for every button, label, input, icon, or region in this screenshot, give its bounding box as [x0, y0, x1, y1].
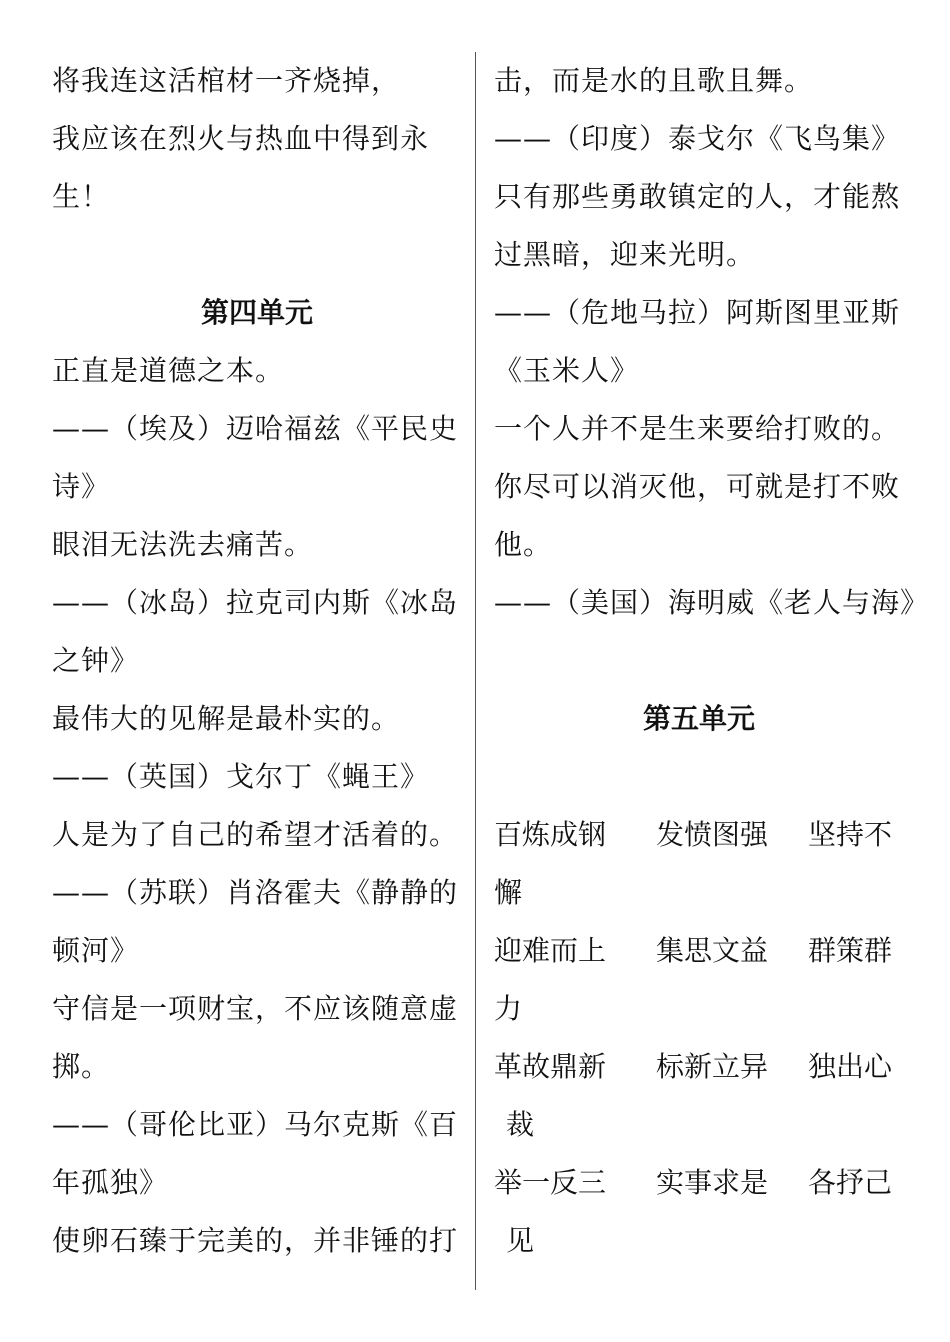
idiom: 发愤图强 [656, 818, 769, 851]
quote-line: 诗》 [52, 470, 111, 503]
idiom-continuation: 裁 [506, 1108, 535, 1141]
idiom: 独出心 [808, 1050, 893, 1083]
idiom: 各抒己 [808, 1166, 893, 1199]
idiom: 集思文益 [656, 934, 769, 967]
idiom-row [494, 1154, 904, 1212]
unit5-heading: 第五单元 [642, 702, 755, 735]
quote-line: 他。 [494, 528, 553, 561]
spacer [52, 226, 462, 284]
idiom-row [494, 922, 904, 980]
quote-line: 击，而是水的且歌且舞。 [494, 64, 814, 97]
quote-line: 最伟大的见解是最朴实的。 [52, 702, 401, 735]
quote-line: 一个人并不是生来要给打败的。 [494, 412, 901, 445]
right-column [494, 52, 930, 1270]
quote-line: 年孤独》 [52, 1166, 169, 1199]
idiom: 革故鼎新 [494, 1050, 607, 1083]
quote-line: 掷。 [52, 1050, 111, 1083]
poem-line: 生！ [52, 180, 111, 213]
idiom: 群策群 [808, 934, 893, 967]
quote-line: 只有那些勇敢镇定的人，才能熬 [494, 180, 901, 213]
quote-line: ——（哥伦比亚）马尔克斯《百 [52, 1108, 459, 1141]
quote-line: ——（危地马拉）阿斯图里亚斯 [494, 296, 901, 329]
idiom-continuation: 见 [506, 1224, 535, 1257]
idiom-row [494, 1038, 904, 1096]
quote-line: 顿河》 [52, 934, 140, 967]
poem-line: 将我连这活棺材一齐烧掉， [52, 64, 401, 97]
quote-line: 你尽可以消灭他，可就是打不败 [494, 470, 901, 503]
quote-line: 使卵石臻于完美的，并非锤的打 [52, 1224, 459, 1257]
spacer [494, 748, 904, 806]
quote-line: ——（埃及）迈哈福兹《平民史 [52, 412, 459, 445]
idiom: 坚持不 [808, 818, 893, 851]
idiom-row [494, 806, 904, 864]
left-column [52, 52, 462, 1270]
unit4-heading: 第四单元 [200, 296, 313, 329]
quote-line: 《玉米人》 [494, 354, 640, 387]
quote-line: ——（美国）海明威《老人与海》 [494, 586, 930, 619]
quote-line: ——（印度）泰戈尔《飞鸟集》 [494, 122, 901, 155]
quote-line: 守信是一项财宝，不应该随意虚 [52, 992, 459, 1025]
quote-line: ——（英国）戈尔丁《蝇王》 [52, 760, 430, 793]
idiom: 标新立异 [656, 1050, 769, 1083]
spacer [494, 632, 904, 690]
idiom: 举一反三 [494, 1166, 607, 1199]
idiom: 迎难而上 [494, 934, 607, 967]
quote-line: ——（冰岛）拉克司内斯《冰岛 [52, 586, 459, 619]
poem-line: 我应该在烈火与热血中得到永 [52, 122, 430, 155]
quote-line: 过黑暗，迎来光明。 [494, 238, 756, 271]
idiom: 实事求是 [656, 1166, 769, 1199]
quote-line: 眼泪无法洗去痛苦。 [52, 528, 314, 561]
quote-line: 之钟》 [52, 644, 140, 677]
idiom: 百炼成钢 [494, 818, 607, 851]
idiom-continuation: 懈 [494, 876, 523, 909]
idiom-continuation: 力 [494, 992, 523, 1025]
quote-line: ——（苏联）肖洛霍夫《静静的 [52, 876, 459, 909]
quote-line: 正直是道德之本。 [52, 354, 285, 387]
column-divider [475, 52, 476, 1290]
quote-line: 人是为了自己的希望才活着的。 [52, 818, 459, 851]
